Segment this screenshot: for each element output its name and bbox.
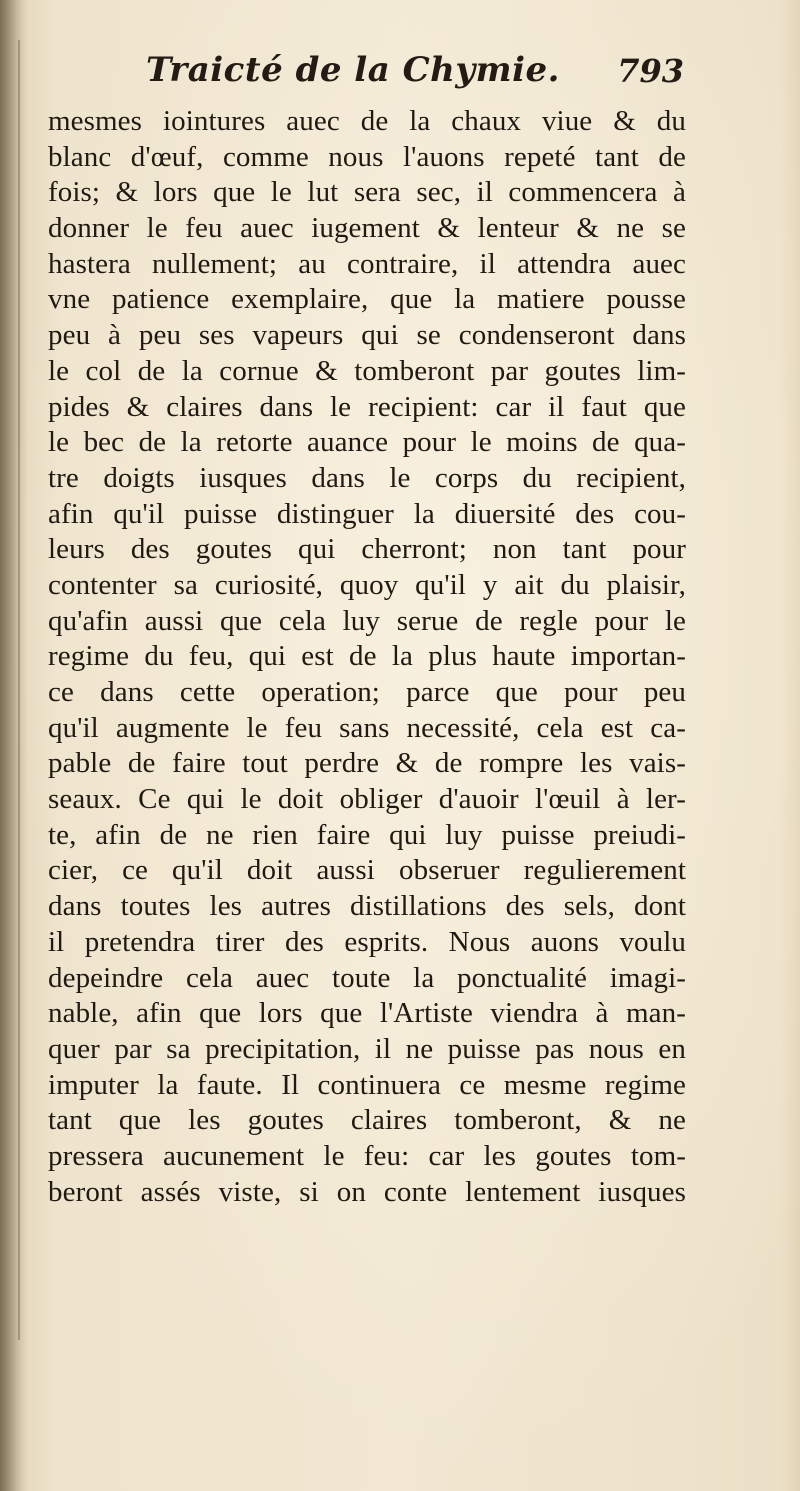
text-line: vne patience exemplaire, que la matiere pousse: [48, 283, 686, 316]
body-text: [48, 104, 686, 1210]
text-line: le col de la cornue & tomberont par goutes lim-: [48, 354, 686, 387]
text-line: depeindre cela auec toute la ponctualité imagi-: [48, 961, 686, 994]
page-header: [140, 50, 700, 100]
page-number: 793: [617, 52, 684, 90]
text-line: afin qu'il puisse distinguer la diuersité des cou-: [48, 497, 686, 530]
text-line: qu'afin aussi que cela luy serue de regle pour le: [48, 604, 686, 637]
text-line: pable de faire tout perdre & de rompre les vais-: [48, 747, 686, 780]
gutter-shadow: [0, 0, 28, 1491]
text-line: fois; & lors que le lut sera sec, il commencera à: [48, 176, 686, 209]
text-line: nable, afin que lors que l'Artiste viendra à man-: [48, 997, 686, 1030]
text-line: tant que les goutes claires tomberont, & ne: [48, 1104, 686, 1137]
text-line: contenter sa curiosité, quoy qu'il y ait du plaisir,: [48, 568, 686, 601]
text-line: le bec de la retorte auance pour le moins de qua-: [48, 426, 686, 459]
text-line: quer par sa precipitation, il ne puisse pas nous en: [48, 1032, 686, 1065]
text-line: seaux. Ce qui le doit obliger d'auoir l'œuil à ler-: [48, 783, 686, 816]
text-line: blanc d'œuf, comme nous l'auons repeté tant de: [48, 140, 686, 173]
text-line: te, afin de ne rien faire qui luy puisse preiudi-: [48, 818, 686, 851]
text-line: pressera aucunement le feu: car les goutes tom-: [48, 1139, 686, 1172]
text-line: ce dans cette operation; parce que pour peu: [48, 676, 686, 708]
text-line: hastera nullement; au contraire, il attendra auec: [48, 247, 686, 280]
text-line: regime du feu, qui est de la plus haute importan-: [48, 640, 686, 673]
gutter-fold: [18, 40, 20, 1340]
text-line: peu à peu ses vapeurs qui se condenseront dans: [48, 319, 686, 352]
text-line: imputer la faute. Il continuera ce mesme regime: [48, 1068, 686, 1101]
text-line: pides & claires dans le recipient: car il faut que: [48, 390, 686, 423]
text-line: qu'il augmente le feu sans necessité, cela est ca-: [48, 711, 686, 744]
text-line: beront assés viste, si on conte lentement iusques: [48, 1175, 686, 1208]
running-title: Traicté de la Chymie.: [146, 50, 560, 90]
text-line: tre doigts iusques dans le corps du recipient,: [48, 461, 686, 494]
text-line: cier, ce qu'il doit aussi obseruer regulierement: [48, 854, 686, 887]
text-line: mesmes iointures auec de la chaux viue & du: [48, 105, 686, 137]
text-line: dans toutes les autres distillations des sels, dont: [48, 890, 686, 923]
text-line: il pretendra tirer des esprits. Nous auons voulu: [48, 925, 686, 958]
text-line: leurs des goutes qui cherront; non tant pour: [48, 533, 686, 566]
text-line: donner le feu auec iugement & lenteur & ne se: [48, 212, 686, 245]
